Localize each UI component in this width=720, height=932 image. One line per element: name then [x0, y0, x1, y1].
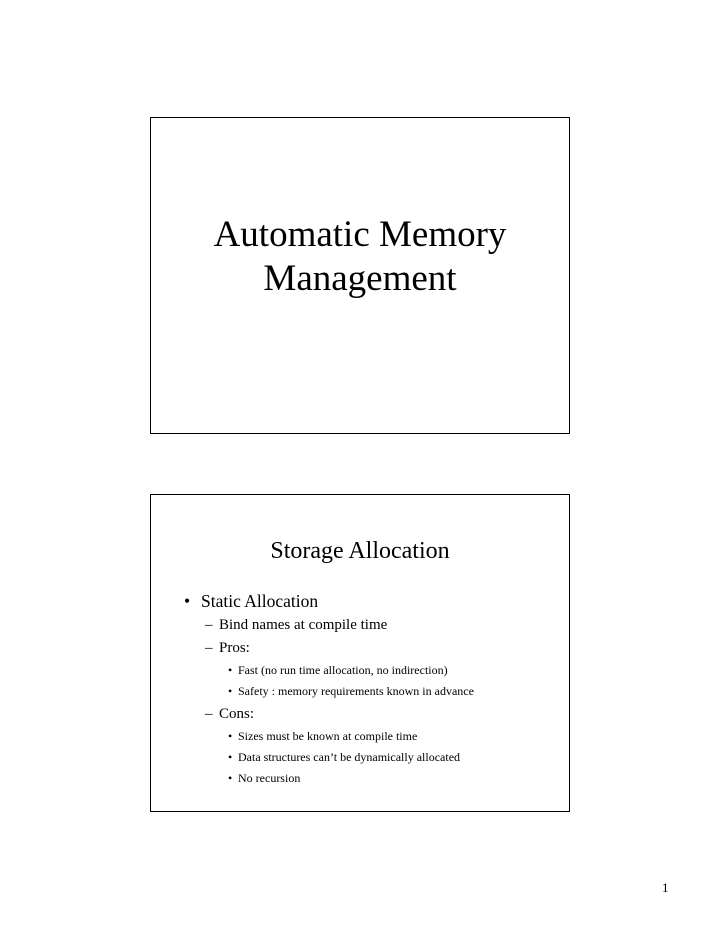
bullet-marker: • — [228, 750, 233, 764]
bullet-marker: • — [184, 591, 191, 611]
list-item — [228, 662, 448, 678]
dash-marker: – — [205, 617, 213, 633]
bullet-text: Fast (no run time allocation, no indirection) — [238, 663, 448, 677]
slide-1-title — [151, 213, 569, 301]
bullet-text: Bind names at compile time — [219, 617, 388, 633]
slide-2-heading: Storage Allocation — [270, 538, 450, 564]
bullet-text: Pros: — [219, 640, 250, 656]
bullet-marker: • — [228, 771, 233, 785]
page-number: 1 — [662, 880, 669, 895]
slide-1 — [150, 117, 570, 434]
bullet-text: Cons: — [219, 706, 255, 722]
bullet-marker: • — [228, 684, 233, 698]
bullet-text: Sizes must be known at compile time — [238, 729, 418, 743]
bullet-marker: • — [228, 729, 233, 743]
list-item — [228, 770, 300, 786]
list-item — [205, 638, 250, 658]
bullet-text: No recursion — [238, 771, 301, 785]
dash-marker: – — [205, 706, 213, 722]
bullet-text: Data structures can’t be dynamically allocated — [238, 750, 461, 764]
list-item — [184, 590, 318, 612]
bullet-text: Safety : memory requirements known in advance — [238, 684, 474, 698]
slide-2 — [150, 494, 570, 812]
bullet-text: Static Allocation — [201, 591, 319, 611]
bullet-marker: • — [228, 663, 233, 677]
title-line-1: Automatic Memory — [213, 214, 507, 255]
list-item — [228, 749, 460, 765]
list-item — [228, 683, 474, 699]
dash-marker: – — [205, 640, 213, 656]
list-item — [205, 704, 254, 724]
list-item — [205, 615, 387, 635]
title-line-2: Management — [263, 258, 457, 299]
list-item — [228, 728, 417, 744]
